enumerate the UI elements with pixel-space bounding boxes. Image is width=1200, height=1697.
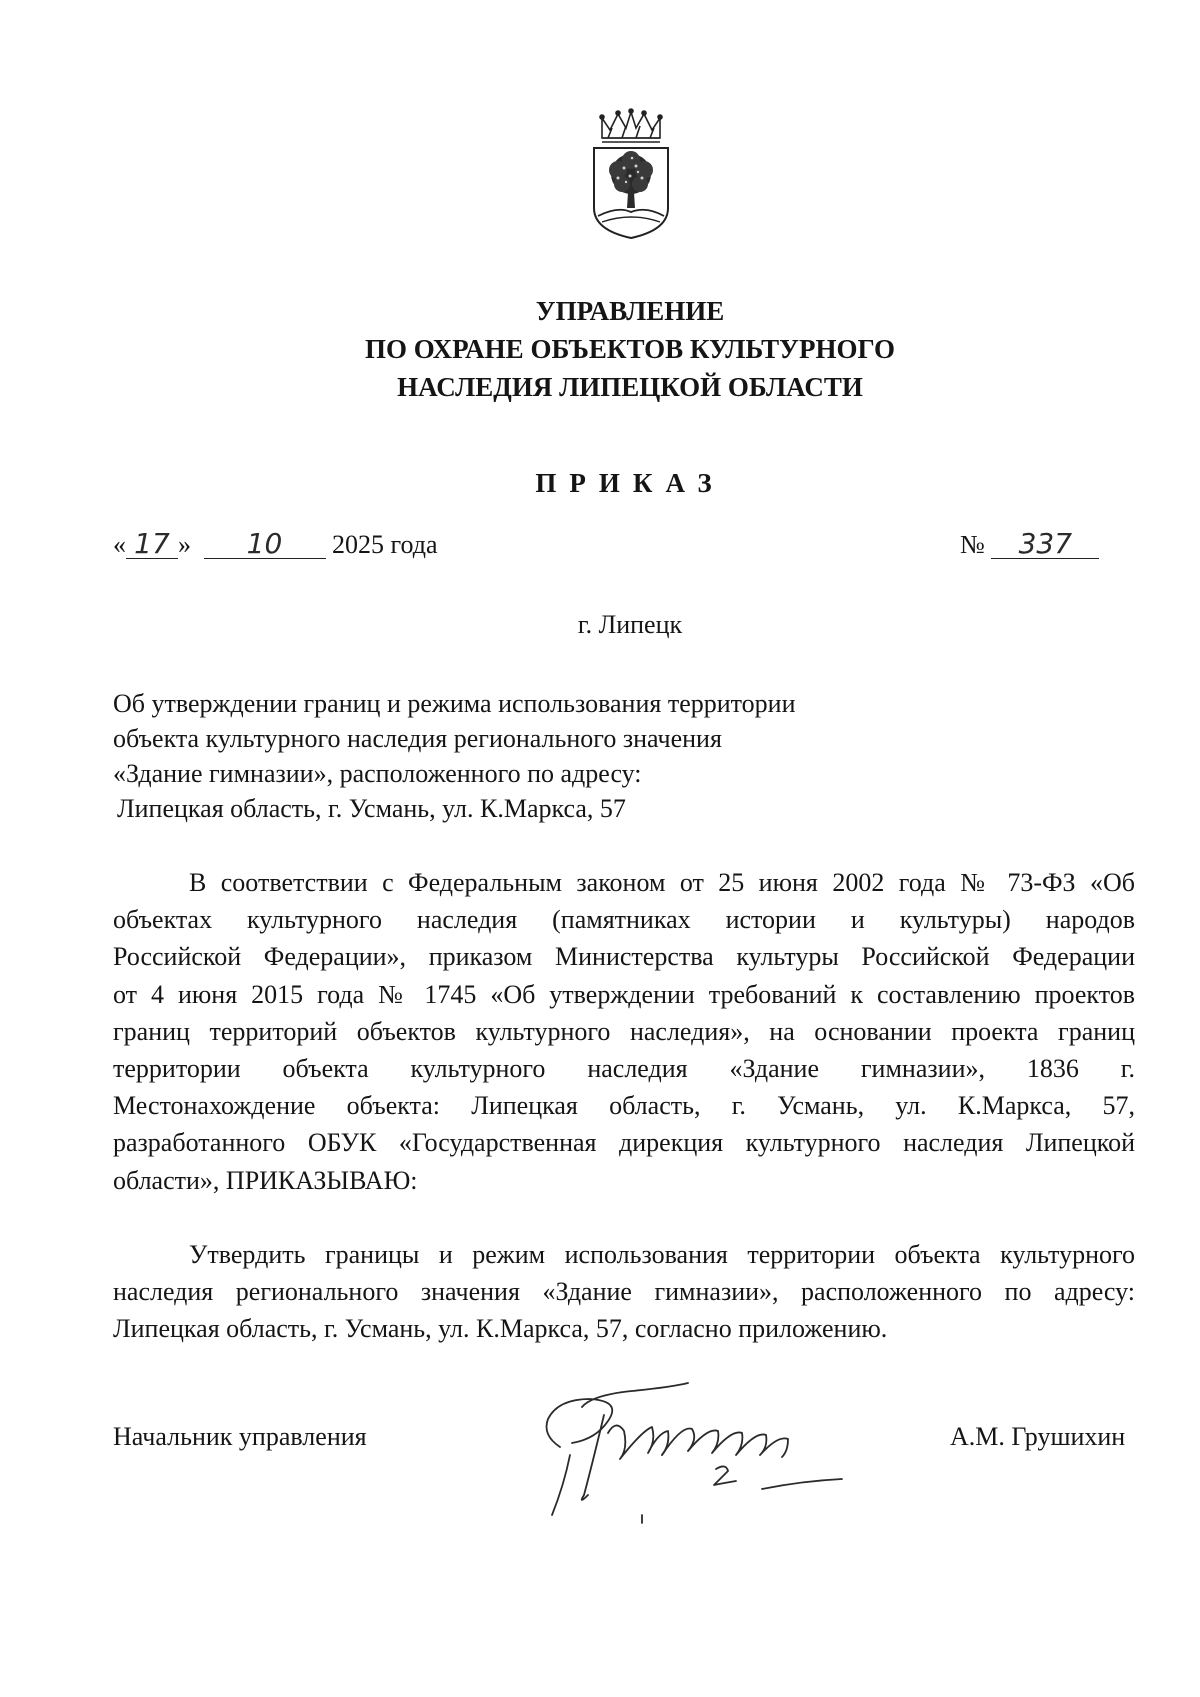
body-line: от 4 июня 2015 года № 1745 «Об утверждении требований к составлению проектов [113, 979, 1135, 1009]
body-line: области», ПРИКАЗЫВАЮ: [113, 1165, 418, 1195]
date-year: 2025 года [332, 530, 438, 559]
date-open-quote: « [113, 530, 126, 559]
body-line: Российской Федерации», приказом Министерства культуры Российской Федерации [113, 942, 1135, 972]
subject-line-1: Об утверждении границ и режима использования территории [113, 689, 796, 718]
body-paragraph-2 [113, 1236, 1135, 1348]
subject-line-2: объекта культурного наследия регионального значения [113, 724, 722, 753]
org-name-line-2: ПО ОХРАНЕ ОБЪЕКТОВ КУЛЬТУРНОГО [365, 334, 895, 364]
subject-line-3: «Здание гимназии», расположенного по адресу: [113, 759, 642, 788]
coat-of-arms-icon [588, 108, 674, 240]
body-line: объектах культурного наследия (памятниках истории и культуры) народов [113, 905, 1135, 935]
document-type-title: ПРИКАЗ [535, 468, 725, 498]
signer-position: Начальник управления [113, 1422, 367, 1451]
date-day: 17 [126, 530, 178, 559]
body-line: территории объекта культурного наследия «Здание гимназии», 1836 г. [113, 1053, 1135, 1083]
org-name-line-3: НАСЛЕДИЯ ЛИПЕЦКОЙ ОБЛАСТИ [397, 372, 863, 402]
body-line: Липецкая область, г. Усмань, ул. К.Маркса, 57, согласно приложению. [113, 1314, 888, 1344]
body-line: наследия регионального значения «Здание гимназии», расположенного по адресу: [113, 1277, 1135, 1307]
body-line: границ территорий объектов культурного наследия», на основании проекта границ [113, 1016, 1135, 1046]
date-close-quote: » [178, 530, 191, 559]
body-paragraph-1 [113, 864, 1135, 1199]
body-line: разработанного ОБУК «Государственная дирекция культурного наследия Липецкой [113, 1128, 1135, 1158]
document-number [960, 527, 1099, 560]
city: г. Липецк [577, 610, 683, 639]
body-line: Утвердить границы и режим использования территории объекта культурного [189, 1240, 1135, 1269]
subject-line-4: Липецкая область, г. Усмань, ул. К.Маркса, 57 [117, 794, 626, 823]
org-name-line-1: УПРАВЛЕНИЕ [535, 296, 725, 326]
body-line: В соответствии с Федеральным законом от 25 июня 2002 года № 73-ФЗ «Об [189, 868, 1135, 897]
document-date [113, 527, 438, 560]
body-line: Местонахождение объекта: Липецкая область, г. Усмань, ул. К.Маркса, 57, [113, 1091, 1135, 1121]
date-month: 10 [204, 530, 326, 559]
handwritten-signature [512, 1355, 892, 1535]
number-value: 337 [991, 530, 1099, 559]
signer-name: А.М. Грушихин [950, 1422, 1126, 1451]
number-label: № [960, 530, 985, 559]
